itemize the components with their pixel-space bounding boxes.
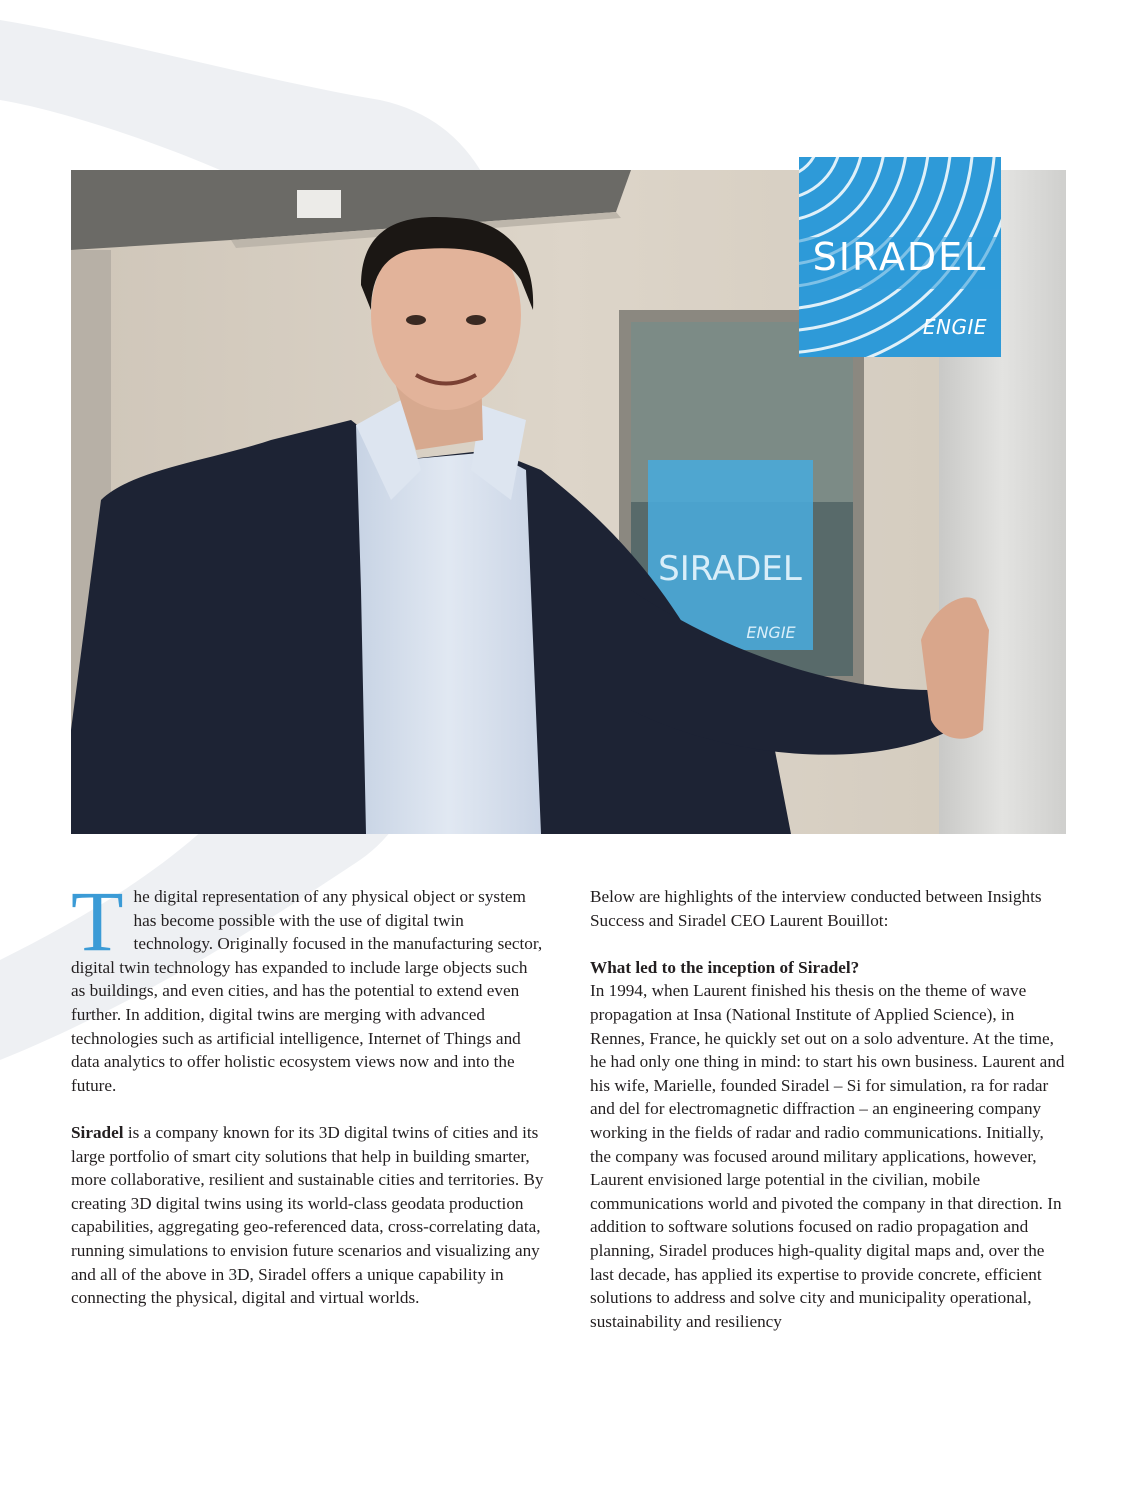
intro-paragraph (71, 873, 545, 1097)
window-sign-text: SIRADEL (658, 549, 802, 589)
article-right-column (590, 885, 1066, 1333)
window-sign-sub: ENGIE (746, 623, 796, 642)
article-left-column (71, 873, 545, 1310)
intro-text: he digital representation of any physical object or system has become possible with the use of digital twin technology. Originally focused in the manufacturing sector, digital twin technology has expanded to include large objects such as buildings, and even cities, and has the potential to extend even further. In addition, digital twins are merging with advanced technologies such as artificial intelligence, Internet of Things and data analytics to offer holistic ecosystem views now and into the future. (71, 887, 543, 1095)
siradel-logo (799, 157, 1001, 357)
company-name: Siradel (71, 1122, 124, 1142)
answer-paragraph: In 1994, when Laurent finished his thesis on the theme of wave propagation at Insa (National Institute of Applied Science), in Rennes, France, he quickly set out on a solo adventure. At the time, he had only one thing in mind: to start his own business. Laurent and his wife, Marielle, founded Siradel – Si for simulation, ra for radar and del for electromagnetic diffraction – an engineering company working in the fields of radar and radio communications. Initially, the company was focused around military applications, however, Laurent envisioned large potential in the civilian, mobile communications world and pivoted the company in that direction. In addition to software solutions focused on radio propagation and planning, Siradel produces high-quality digital maps and, over the last decade, has applied its expertise to provide concrete, efficient solutions to address and solve city and municipality operational, sustainability and resiliency (590, 981, 1065, 1331)
logo-engie: ENGIE (922, 315, 987, 339)
drop-cap: T (71, 873, 124, 969)
company-text: is a company known for its 3D digital twins of cities and its large portfolio of smart city solutions that help in building smarter, more collaborative, resilient and sustainable cities and territories. By creating 3D digital twins using its world-class geodata production capabilities, aggregating geo-referenced data, cross-correlating data, running simulations to envision future scenarios and visualizing any and all of the above in 3D, Siradel offers a unique capability in connecting the physical, digital and virtual worlds. (71, 1122, 544, 1308)
question-heading: What led to the inception of Siradel? (590, 957, 860, 977)
logo-wordmark: SIRADEL (812, 235, 988, 279)
highlights-intro: Below are highlights of the interview conducted between Insights Success and Siradel CEO Laurent Bouillot: (590, 887, 1042, 930)
company-paragraph (71, 1121, 545, 1310)
